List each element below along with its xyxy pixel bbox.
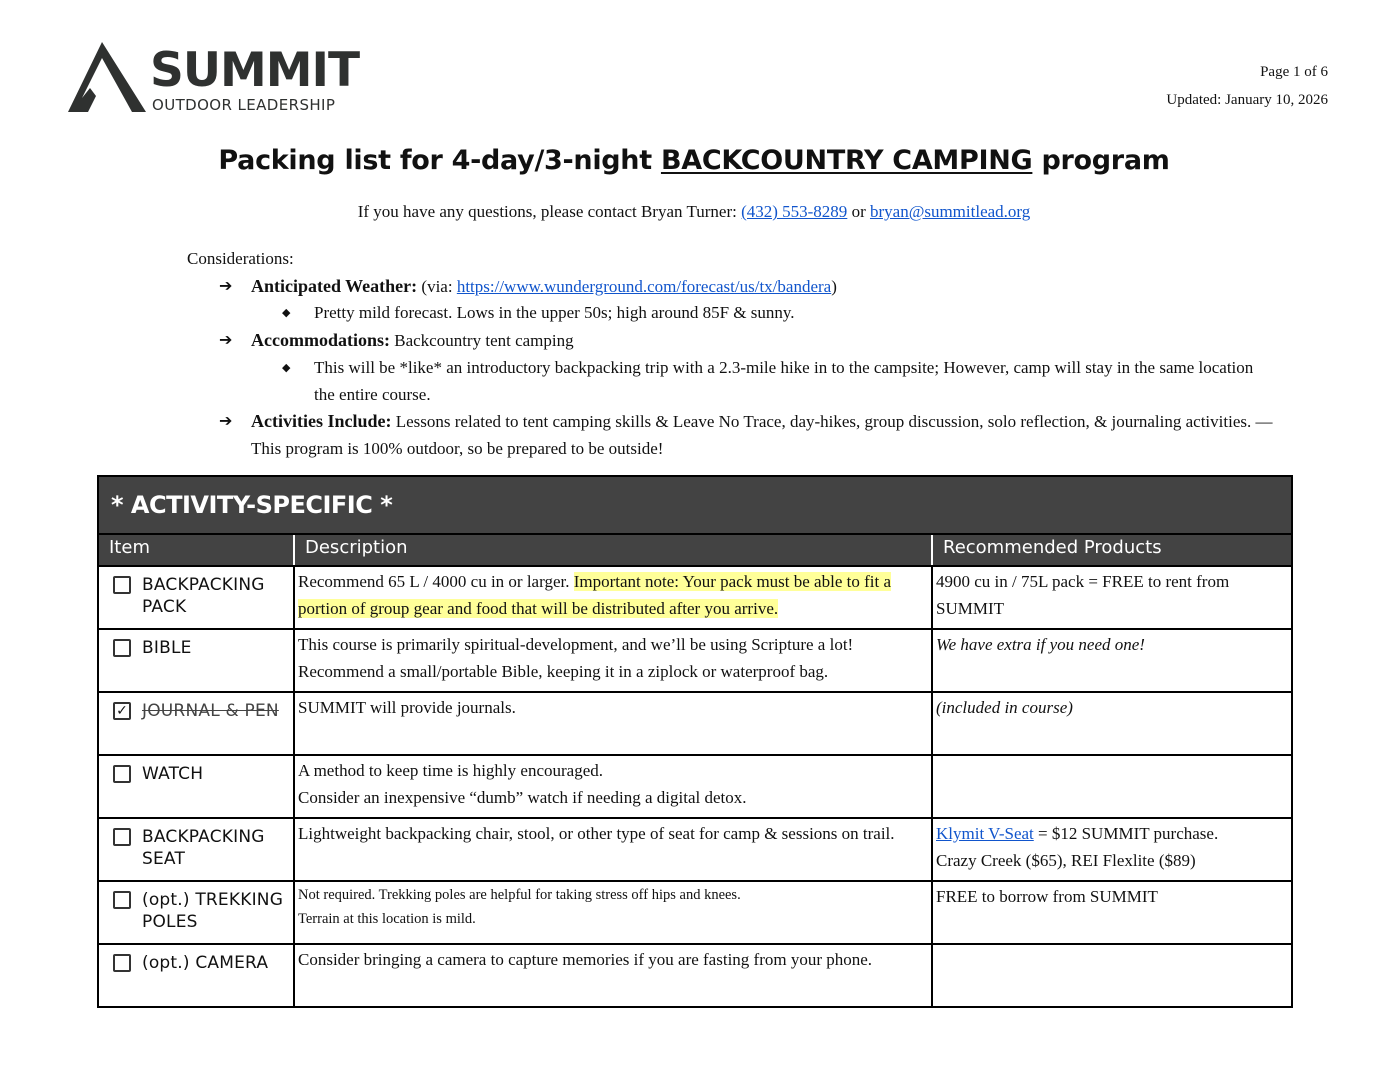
highlighted-note: Important note: Your pack must be able to fit a portion of group gear and food that will be distributed after you arrive. [298, 572, 891, 618]
column-header-recommended: Recommended Products [932, 534, 1292, 566]
item-cell [98, 566, 294, 629]
checkbox[interactable] [113, 639, 131, 657]
accommodations-detail [187, 355, 1277, 408]
weather-detail [187, 300, 1277, 327]
table-row [98, 944, 1292, 1007]
item-cell [98, 755, 294, 818]
item-label: BIBLE [142, 638, 192, 658]
checkbox[interactable] [113, 765, 131, 783]
weather-link[interactable]: https://www.wunderground.com/forecast/us/tx/bandera [456, 276, 832, 296]
diamond-bullet-icon: ◆ [282, 361, 291, 374]
item-label: BACKPACKING PACK [142, 575, 265, 617]
title-emphasis: BACKCOUNTRY CAMPING [660, 145, 1033, 176]
recommended-cell [932, 755, 1292, 818]
recommended-cell [932, 818, 1292, 881]
description-cell: SUMMIT will provide journals. [294, 692, 932, 755]
logo-brand: SUMMIT [150, 43, 360, 98]
item-label: BACKPACKING SEAT [142, 827, 265, 869]
contact-text: If you have any questions, please contact Bryan Turner: [357, 202, 742, 221]
table-row [98, 881, 1292, 944]
page-info [1166, 58, 1328, 114]
weather-via-close: ) [831, 276, 837, 296]
item-label: (opt.) TREKKING POLES [142, 890, 284, 932]
description-line: A method to keep time is highly encouraged. [298, 761, 603, 780]
recommended-text: = $12 SUMMIT purchase. [1033, 824, 1219, 843]
summit-logo [66, 40, 386, 118]
recommended-cell: We have extra if you need one! [932, 629, 1292, 692]
item-label: (opt.) CAMERA [142, 953, 269, 973]
weather-detail-text: Pretty mild forecast. Lows in the upper 50s; high around 85F & sunny. [314, 303, 795, 323]
title-suffix: program [1032, 145, 1170, 176]
weather-via: (via: [417, 276, 457, 296]
description-cell [294, 629, 932, 692]
activities-item [187, 408, 1277, 462]
accommodations-item [187, 327, 1277, 355]
page-number: Page 1 of 6 [1260, 64, 1328, 80]
considerations [187, 246, 1277, 463]
description-line: This course is primarily spiritual-development, and we’ll be using Scripture a lot! [298, 635, 854, 654]
description-cell [294, 881, 932, 944]
item-cell [98, 881, 294, 944]
logo-subtitle: OUTDOOR LEADERSHIP [152, 96, 336, 114]
description-cell [294, 566, 932, 629]
activities-label: Activities Include: [251, 411, 392, 432]
table-row [98, 818, 1292, 881]
accommodations-detail-text: This will be *like* an introductory backpacking trip with a 2.3-mile hike in to the campsite; However, camp will stay in the same location the entire course. [314, 357, 1254, 404]
klymit-seat-link[interactable]: Klymit V-Seat [936, 824, 1034, 843]
column-header-description: Description [294, 534, 932, 566]
recommended-cell: 4900 cu in / 75L pack = FREE to rent from SUMMIT [932, 566, 1292, 629]
contact-joiner: or [847, 202, 870, 221]
checkbox[interactable] [113, 891, 131, 909]
item-cell [98, 818, 294, 881]
recommended-cell: (included in course) [932, 692, 1292, 755]
column-header-item: Item [98, 534, 294, 566]
recommended-line: Crazy Creek ($65), REI Flexlite ($89) [936, 851, 1196, 870]
recommended-cell [932, 944, 1292, 1007]
considerations-heading: Considerations: [187, 249, 294, 268]
weather-label: Anticipated Weather: [251, 275, 418, 296]
description-line: Recommend a small/portable Bible, keeping it in a ziplock or waterproof bag. [298, 662, 829, 681]
item-cell [98, 944, 294, 1007]
item-cell [98, 629, 294, 692]
diamond-bullet-icon: ◆ [282, 307, 291, 320]
description-line: Consider an inexpensive “dumb” watch if needing a digital detox. [298, 788, 747, 807]
weather-item [187, 273, 1277, 301]
checkbox-checked[interactable]: ✓ [113, 702, 131, 720]
page-title [0, 145, 1388, 176]
item-cell [98, 692, 294, 755]
updated-date: Updated: January 10, 2026 [1166, 92, 1328, 108]
arrow-bullet-icon: ➔ [219, 330, 233, 350]
description-cell [294, 755, 932, 818]
recommended-cell: FREE to borrow from SUMMIT [932, 881, 1292, 944]
contact-line [0, 202, 1388, 222]
email-link[interactable]: bryan@summitlead.org [869, 202, 1031, 221]
table-banner: * ACTIVITY-SPECIFIC * [98, 476, 1292, 534]
packing-table [97, 475, 1293, 1008]
item-label: JOURNAL & PEN [142, 701, 279, 721]
checkbox[interactable] [113, 828, 131, 846]
accommodations-text: Backcountry tent camping [389, 331, 574, 351]
item-label: WATCH [142, 764, 204, 784]
description-line: Terrain at this location is mild. [298, 911, 476, 927]
table-row [98, 692, 1292, 755]
phone-link[interactable]: (432) 553-8289 [741, 202, 848, 221]
description-cell: Consider bringing a camera to capture memories if you are fasting from your phone. [294, 944, 932, 1007]
mountain-logo-icon [66, 40, 148, 114]
table-header-row [98, 534, 1292, 566]
checkbox[interactable] [113, 576, 131, 594]
arrow-bullet-icon: ➔ [219, 275, 233, 295]
title-prefix: Packing list for 4-day/3-night [218, 145, 661, 176]
checkbox[interactable] [113, 954, 131, 972]
description-text: Recommend 65 L / 4000 cu in or larger. [298, 572, 574, 591]
table-row [98, 755, 1292, 818]
description-cell: Lightweight backpacking chair, stool, or other type of seat for camp & sessions on trail. [294, 818, 932, 881]
arrow-bullet-icon: ➔ [219, 411, 233, 431]
description-line: Not required. Trekking poles are helpful for taking stress off hips and knees. [298, 887, 741, 903]
table-row [98, 629, 1292, 692]
activities-text: Lessons related to tent camping skills & Leave No Trace, day-hikes, group discussion, solo reflection, & journaling activities. — This program is 100% outdoor, so be prepared to be outside! [251, 412, 1273, 458]
accommodations-label: Accommodations: [251, 330, 390, 351]
table-row [98, 566, 1292, 629]
